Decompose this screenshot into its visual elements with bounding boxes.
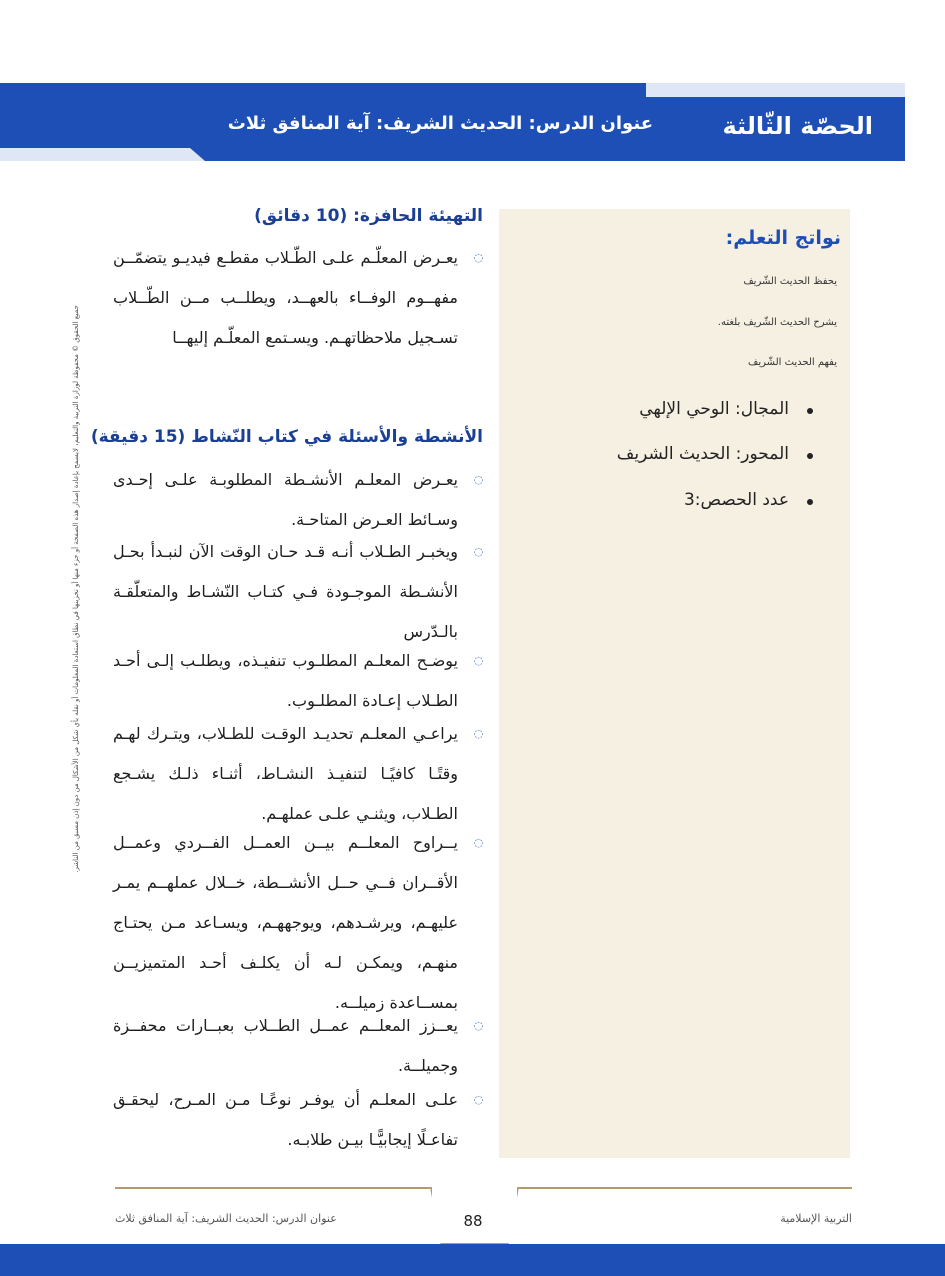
outcomes-heading: نواتج التعلم: bbox=[725, 227, 841, 249]
outcomes-panel bbox=[499, 209, 850, 1158]
outcome-item: يشرح الحديث الشّريف بلغته. bbox=[717, 317, 837, 328]
footer-subject: التربية الإسلامية bbox=[780, 1212, 852, 1225]
warmup-text: يعـرض المعلّـم علـى الطّـلاب مقطـع فيديـو يتضمّــن مفهــوم الوفــاء بالعهــد، ويطلــب مــن الطّــلاب تسـجيل ملاحظاتهـم. ويسـتمع المعلّـم إليهــا bbox=[113, 248, 458, 347]
ring-bullet-icon: ◌ bbox=[473, 654, 484, 667]
outcome-item: يفهم الحديث الشّريف bbox=[748, 357, 837, 368]
ring-bullet-icon: ◌ bbox=[473, 836, 484, 849]
activity-item: علـى المعلـم أن يوفـر نوعًـا مـن المـرح، ليحقـق تفاعـلًا إيجابيًّـا بيـن طلابـه. bbox=[113, 1090, 458, 1149]
activities-heading: الأنشطة والأسئلة في كتاب النّشاط (15 دقيقة) bbox=[90, 427, 483, 447]
header-accent-strip bbox=[0, 148, 205, 161]
ring-bullet-icon: ◌ bbox=[473, 1019, 484, 1032]
activity-item: يراعـي المعلـم تحديـد الوقـت للطـلاب، ويتـرك لهـم وقتًـا كافيًـا لتنفيـذ النشـاط، أثنـاء ذلـك يشـجع الطـلاب، ويثنـي علـى عملهـم. bbox=[113, 724, 458, 823]
outcome-item: يحفظ الحديث الشّريف bbox=[743, 276, 837, 287]
activity-item: يعــزز المعلــم عمــل الطــلاب بعبــارات محفــزة وجميلــة. bbox=[113, 1016, 458, 1075]
meta-sessions: عدد الحصص:3 bbox=[683, 490, 789, 510]
activity-item: ويخبـر الطـلاب أنـه قـد حـان الوقت الآن لنبـدأ بحـل الأنشـطة الموجـودة فـي كتـاب النّشـاط والمتعلّقـة بالـدّرس bbox=[113, 542, 458, 641]
activity-item: يــراوح المعلــم بيــن العمــل الفــردي وعمــل الأقــران فــي حــل الأنشــطة، خــلال عملهــم يمـر عليهـم، ويرشـدهم، ويوجههـم، ويسـاعد مـن يحتـاج منهـم، ويمكـن لـه أن يكلـف أحـد المتميزيــن بمســاعدة زميلــه. bbox=[113, 833, 458, 1012]
lesson-title: عنوان الدرس: الحديث الشريف: آية المنافق ثلاث bbox=[227, 113, 653, 134]
meta-axis: المحور: الحديث الشريف bbox=[616, 444, 789, 464]
footer-band bbox=[0, 1244, 945, 1276]
copyright-notice: جميع الحقوق © محفوظة لوزارة التربية والتعليم، لايسمح بإعادة إصدار هذه الصفحة أو جزء منها أو تخزينها في نطاق استعادة المعلومات أو نقله بأي شكل من الأشكال من دون إذن مسبق من الناشر. bbox=[72, 305, 80, 873]
section-title: الحصّة الثّالثة bbox=[722, 112, 873, 140]
header-accent-strip bbox=[646, 83, 905, 97]
ring-bullet-icon: ◌ bbox=[473, 727, 484, 740]
ring-bullet-icon: ◌ bbox=[473, 251, 484, 264]
warmup-heading: التهيئة الحافزة: (10 دقائق) bbox=[254, 206, 483, 226]
ring-bullet-icon: ◌ bbox=[473, 473, 484, 486]
meta-domain: المجال: الوحي الإلهي bbox=[639, 399, 789, 419]
ring-bullet-icon: ◌ bbox=[473, 545, 484, 558]
activity-item: يعـرض المعلـم الأنشـطة المطلوبـة علـى إحـدى وسـائط العـرض المتاحـة. bbox=[113, 470, 458, 529]
activity-item: يوضـح المعلـم المطلـوب تنفيـذه، ويطلـب إلـى أحـد الطـلاب إعـادة المطلـوب. bbox=[113, 651, 458, 710]
page-number: 88 bbox=[463, 1212, 483, 1230]
footer-lesson-title: عنوان الدرس: الحديث الشريف: آية المنافق ثلاث bbox=[115, 1212, 337, 1225]
ring-bullet-icon: ◌ bbox=[473, 1093, 484, 1106]
